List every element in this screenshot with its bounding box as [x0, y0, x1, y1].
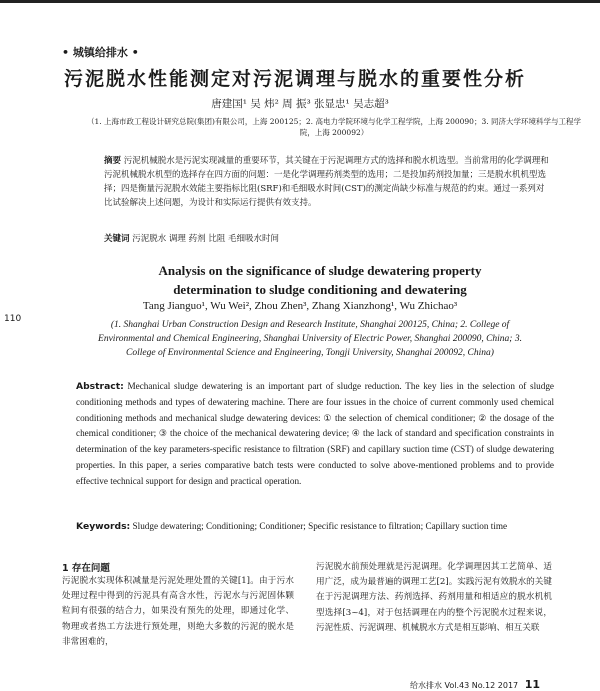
section1-heading: 1 存在问题 [62, 563, 110, 574]
affiliation-en: (1. Shanghai Urban Construction Design and Research Institute, Shanghai 200125, China; 2. College of Environmental and Chemical Engineering, Shanghai University of Electric Power, Shanghai 200090, China; 3. College of Environmental Science and Engineering, Tongji University, Shanghai 200092, China) [98, 320, 522, 358]
keywords-cn [104, 232, 279, 244]
title-en [90, 261, 550, 299]
keywords-cn-label: 关键词 [104, 234, 130, 244]
body-column-left: 污泥脱水实现体积减量是污泥处理处置的关键[1]。由于污水处理过程中得到的污泥具有高含水性，污泥水与污泥固体颗粒间有很强的结合力，如果没有预先的处理，即通过化学、物理或者热工方法进行预处理，则绝大多数的污泥的脱水是非常困难的， [62, 576, 294, 647]
abstract-cn [104, 154, 552, 210]
authors-en: Tang Jianguo¹, Wu Wei², Zhou Zhen³, Zhang Xianzhong¹, Wu Zhichao³ [142, 300, 458, 312]
abstract-cn-label: 摘要 [104, 156, 122, 166]
footer-journal: 给水排水 Vol.43 No.12 2017 [410, 681, 519, 690]
abstract-en [76, 379, 554, 490]
keywords-en [76, 519, 554, 535]
title-en-line2: determination to sludge conditioning and dewatering [173, 282, 467, 297]
keywords-en-text: Sludge dewatering; Conditioning; Conditioner; Specific resistance to filtration; Capillary suction time [132, 521, 508, 531]
body-column-right: 污泥脱水前预处理就是污泥调理。化学调理因其工艺简单、适用广泛，成为最普遍的调理工艺[2]。实践污泥有效脱水的关键在于污泥调理方法、药剂选择、药剂用量和相适应的脱水机机型选择[3~4]，对于包括调理在内的整个污泥脱水过程来说，污泥性质、污泥调理、机械脱水方式是相互影响、相互关联 [316, 562, 552, 633]
affiliation-cn: （1. 上海市政工程设计研究总院(集团)有限公司，上海 200125；2. 高电力学院环境与化学工程学院，上海 200090；3. 同济大学环境科学与工程学院，上海 200092） [87, 117, 581, 137]
top-rule [0, 0, 600, 3]
authors-cn: 唐建国¹ 吴 炜² 周 振³ 张显忠¹ 吴志超³ [211, 98, 389, 110]
keywords-cn-text: 污泥脱水 调理 药剂 比阻 毛细吸水时间 [132, 234, 280, 244]
title-cn: 污泥脱水性能测定对污泥调理与脱水的重要性分析 [64, 68, 527, 90]
abstract-en-label: Abstract: [76, 381, 124, 392]
title-en-line1: Analysis on the significance of sludge dewatering property [158, 263, 482, 278]
section-tag: • 城镇给排水 • [62, 46, 139, 59]
abstract-en-text: Mechanical sludge dewatering is an important part of sludge reduction. The key lies in the selection of sludge conditioning methods and types of dewatering machine. There are four issues in the choice of current commonly used chemical conditioning methods and mechanical sludge dewatering devices: ① the selection of chemical conditioner; ② the dosage of the chemical conditioner; ③ the choice of the mechanical dewatering device; ④ the lack of standard and specification constraints in determination of the key parameters-specific resistance to filtration (SRF) and capillary suction time (CST) of sludge dewatering properties. In this paper, a series comparative batch tests were conducted to solve above-mentioned problems and to provide effective technical support for design and practical operation. [76, 381, 554, 486]
abstract-cn-text: 污泥机械脱水是污泥实现减量的重要环节，其关键在于污泥调理方式的选择和脱水机选型。当前常用的化学调理和污泥机械脱水机型的选择存在四方面的问题：一是化学调理药剂类型的选用；二是投加药剂投加量；三是脱水机机型选择；四是衡量污泥脱水效能主要指标比阻(SRF)和毛细吸水时间(CST)的测定尚缺少标准与规范的约束。通过一系列对比试验解决上述问题，为设计和实际运行提供有效支持。 [104, 156, 549, 208]
page-number: 110 [4, 314, 22, 324]
footer-page-number: 11 [524, 678, 540, 691]
page-footer [410, 678, 540, 691]
keywords-en-label: Keywords: [76, 521, 131, 532]
